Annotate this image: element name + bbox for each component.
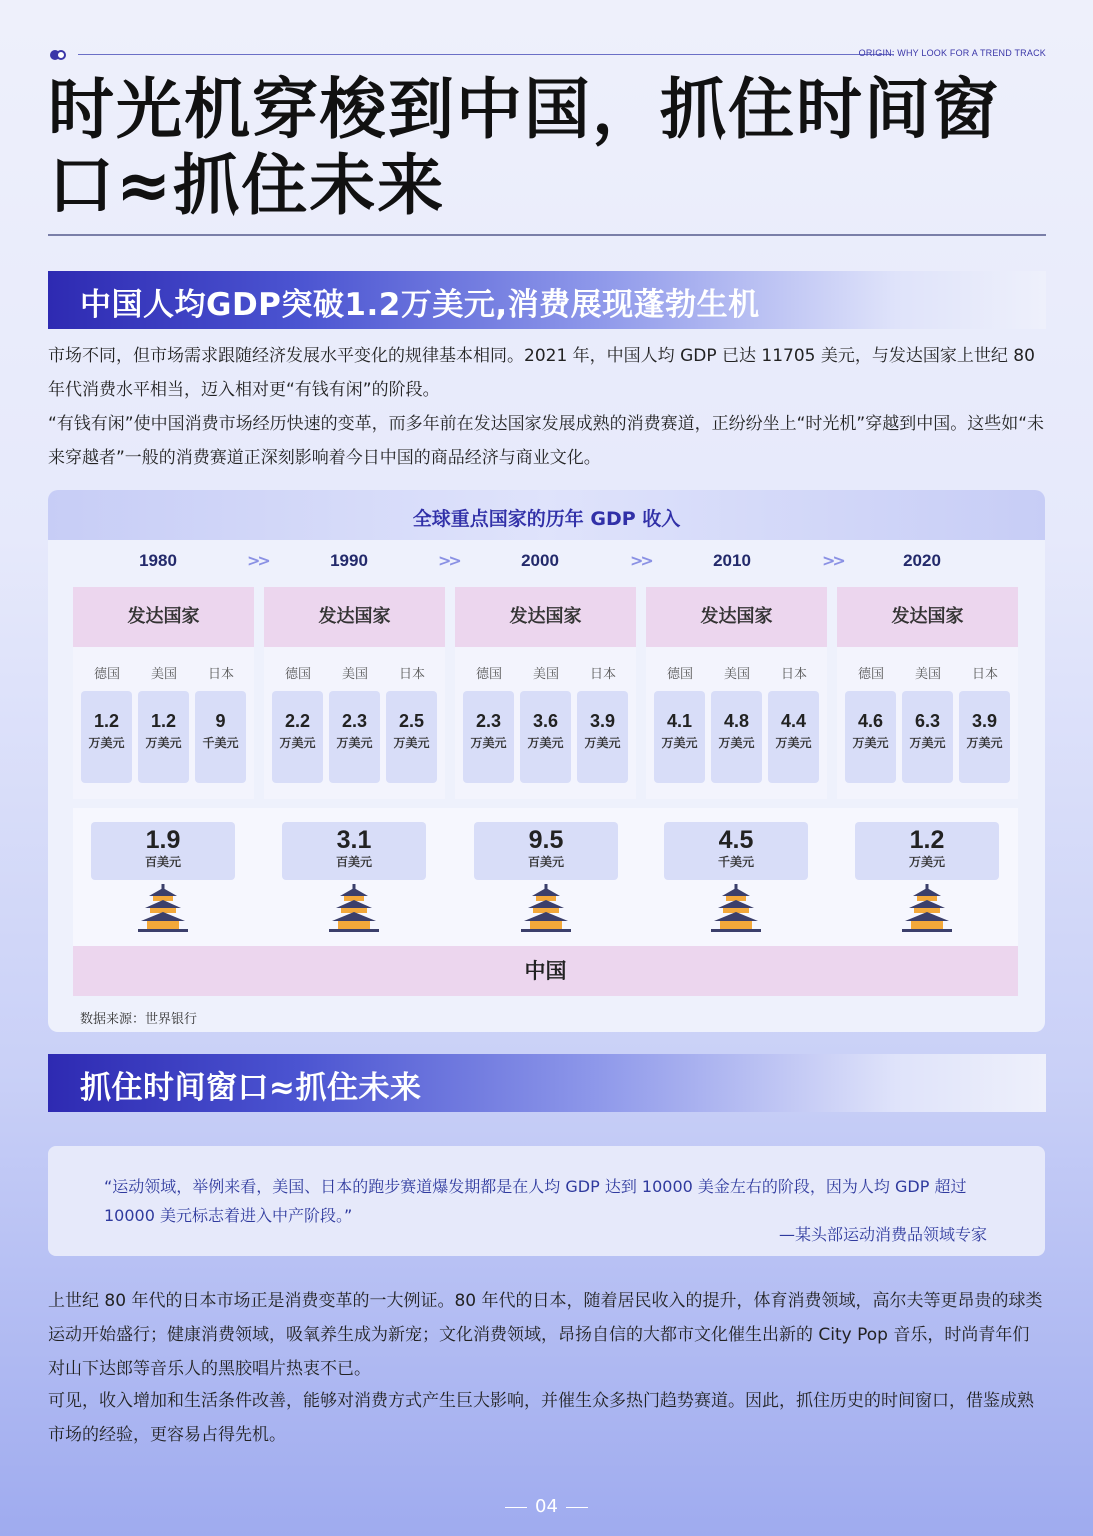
gdp-unit: 万美元 bbox=[279, 736, 316, 750]
paragraph: 市场不同，但市场需求跟随经济发展水平变化的规律基本相同。2021 年，中国人均 GDP 已达 11705 美元，与发达国家上世纪 80 年代消费水平相当，迈入相对更“有钱有闲”的阶段。 bbox=[48, 346, 1035, 400]
year-label: 1990 bbox=[330, 551, 368, 570]
chevron-right-icon: >> bbox=[247, 551, 268, 570]
temple-of-heaven-icon bbox=[901, 884, 953, 934]
temple-of-heaven-icon bbox=[328, 884, 380, 934]
gdp-value-card bbox=[654, 691, 705, 783]
chevron-right-icon: >> bbox=[438, 551, 459, 570]
gdp-unit: 万美元 bbox=[336, 736, 373, 750]
gdp-unit: 万美元 bbox=[527, 736, 564, 750]
developed-column bbox=[264, 587, 445, 799]
gdp-value-card bbox=[272, 691, 323, 783]
gdp-value: 9 bbox=[215, 711, 226, 731]
gdp-value-card bbox=[81, 691, 132, 783]
logo-dots-icon bbox=[50, 50, 70, 60]
page-number-text: 04 bbox=[535, 1496, 558, 1517]
china-gdp-value: 1.2 bbox=[909, 826, 945, 854]
china-value-card bbox=[664, 822, 808, 880]
title-divider bbox=[48, 234, 1046, 236]
group-label: 发达国家 bbox=[646, 587, 827, 647]
gdp-value-card bbox=[902, 691, 953, 783]
page-title bbox=[48, 72, 1048, 224]
gdp-value: 4.4 bbox=[780, 711, 807, 731]
gdp-value-card bbox=[463, 691, 514, 783]
group-label: 发达国家 bbox=[837, 587, 1018, 647]
developed-column bbox=[837, 587, 1018, 799]
country-label: 美国 bbox=[723, 667, 750, 682]
page-title-line1: 时光机穿梭到中国，抓住时间窗 bbox=[48, 71, 1000, 148]
temple-of-heaven-icon bbox=[137, 884, 189, 934]
china-value-card bbox=[91, 822, 235, 880]
chart-header bbox=[48, 490, 1045, 540]
china-value-card bbox=[282, 822, 426, 880]
group-label: 发达国家 bbox=[455, 587, 636, 647]
country-label: 德国 bbox=[857, 667, 884, 682]
gdp-value-card bbox=[386, 691, 437, 783]
china-gdp-unit: 万美元 bbox=[908, 855, 945, 869]
gdp-value-card bbox=[520, 691, 571, 783]
temple-of-heaven-icon bbox=[710, 884, 762, 934]
gdp-unit: 万美元 bbox=[393, 736, 430, 750]
gdp-value: 2.2 bbox=[284, 711, 311, 731]
gdp-value: 2.5 bbox=[398, 711, 425, 731]
page-number bbox=[0, 1496, 1093, 1517]
gdp-value: 3.9 bbox=[971, 711, 998, 731]
country-label: 日本 bbox=[971, 667, 998, 682]
quote-text: “运动领域，举例来看，美国、日本的跑步赛道爆发期都是在人均 GDP 达到 10000 美金左右的阶段，因为人均 GDP 超过 10000 美元标志着进入中产阶段。” bbox=[104, 1177, 967, 1225]
chevron-right-icon: >> bbox=[630, 551, 651, 570]
gdp-unit: 万美元 bbox=[584, 736, 621, 750]
china-gdp-unit: 千美元 bbox=[717, 855, 754, 869]
header-tag: ORIGIN: WHY LOOK FOR A TREND TRACK bbox=[858, 48, 1046, 58]
section-heading-band bbox=[48, 271, 1046, 329]
gdp-value-card bbox=[577, 691, 628, 783]
country-label: 日本 bbox=[398, 667, 425, 682]
gdp-value: 4.8 bbox=[723, 711, 750, 731]
header-rule bbox=[78, 54, 894, 55]
gdp-unit: 万美元 bbox=[852, 736, 889, 750]
country-label: 美国 bbox=[914, 667, 941, 682]
country-label: 美国 bbox=[150, 667, 177, 682]
gdp-value: 3.9 bbox=[589, 711, 616, 731]
country-label: 日本 bbox=[780, 667, 807, 682]
country-label: 美国 bbox=[532, 667, 559, 682]
year-label: 1980 bbox=[139, 551, 177, 570]
gdp-value: 2.3 bbox=[341, 711, 368, 731]
gdp-value: 6.3 bbox=[914, 711, 941, 731]
developed-column bbox=[455, 587, 636, 799]
china-gdp-unit: 百美元 bbox=[335, 855, 372, 869]
gdp-value-card bbox=[195, 691, 246, 783]
gdp-unit: 千美元 bbox=[202, 736, 239, 750]
country-label: 日本 bbox=[207, 667, 234, 682]
group-label: 发达国家 bbox=[264, 587, 445, 647]
paragraph: 上世纪 80 年代的日本市场正是消费变革的一大例证。80 年代的日本，随着居民收入的提升，体育消费领域，高尔夫等更昂贵的球类运动开始盛行；健康消费领域，吸氧养生成为新宠；文化消费领域，昂扬自信的大都市文化催生出新的 City Pop 音乐，时尚青年们对山下达郎等音乐人的黑胶唱片热衷不已。 bbox=[48, 1291, 1043, 1379]
gdp-unit: 万美元 bbox=[775, 736, 812, 750]
group-label: 发达国家 bbox=[73, 587, 254, 647]
page-title-line2: 口≈抓住未来 bbox=[48, 147, 446, 224]
china-gdp-value: 1.9 bbox=[145, 826, 181, 854]
china-gdp-value: 3.1 bbox=[336, 826, 372, 854]
gdp-value-card bbox=[845, 691, 896, 783]
gdp-value-card bbox=[138, 691, 189, 783]
gdp-unit: 万美元 bbox=[145, 736, 182, 750]
china-gdp-value: 4.5 bbox=[718, 826, 754, 854]
gdp-value: 2.3 bbox=[475, 711, 502, 731]
china-label: 中国 bbox=[73, 946, 1018, 996]
developed-column bbox=[73, 587, 254, 799]
country-label: 美国 bbox=[341, 667, 368, 682]
gdp-value-card bbox=[768, 691, 819, 783]
china-value-card bbox=[855, 822, 999, 880]
china-gdp-value: 9.5 bbox=[528, 826, 564, 854]
china-gdp-unit: 百美元 bbox=[144, 855, 181, 869]
section-heading-band bbox=[48, 1054, 1046, 1112]
gdp-unit: 万美元 bbox=[470, 736, 507, 750]
gdp-value: 1.2 bbox=[150, 711, 177, 731]
china-gdp-unit: 百美元 bbox=[527, 855, 564, 869]
country-label: 德国 bbox=[284, 667, 311, 682]
country-label: 日本 bbox=[589, 667, 616, 682]
gdp-value: 3.6 bbox=[532, 711, 559, 731]
data-source: 数据来源：世界银行 bbox=[80, 1012, 198, 1027]
gdp-value-card bbox=[329, 691, 380, 783]
gdp-value-card bbox=[959, 691, 1010, 783]
temple-of-heaven-icon bbox=[520, 884, 572, 934]
paragraph: 可见，收入增加和生活条件改善，能够对消费方式产生巨大影响，并催生众多热门趋势赛道。因此，抓住历史的时间窗口，借鉴成熟市场的经验，更容易占得先机。 bbox=[48, 1391, 1034, 1445]
gdp-unit: 万美元 bbox=[661, 736, 698, 750]
gdp-unit: 万美元 bbox=[966, 736, 1003, 750]
quote-box bbox=[48, 1146, 1045, 1256]
section-heading: 中国人均GDP突破1.2万美元,消费展现蓬勃生机 bbox=[80, 287, 760, 323]
header-bar bbox=[50, 50, 1046, 60]
gdp-value: 4.1 bbox=[666, 711, 693, 731]
year-label: 2020 bbox=[903, 551, 941, 570]
gdp-unit: 万美元 bbox=[88, 736, 125, 750]
country-label: 德国 bbox=[666, 667, 693, 682]
chart-title: 全球重点国家的历年 GDP 收入 bbox=[412, 508, 681, 530]
paragraph: “有钱有闲”使中国消费市场经历快速的变革，而多年前在发达国家发展成熟的消费赛道，正纷纷坐上“时光机”穿越到中国。这些如“未来穿越者”一般的消费赛道正深刻影响着今日中国的商品经济与商业文化。 bbox=[48, 414, 1045, 468]
gdp-unit: 万美元 bbox=[909, 736, 946, 750]
country-label: 德国 bbox=[475, 667, 502, 682]
chevron-right-icon: >> bbox=[822, 551, 843, 570]
quote-author: —某头部运动消费品领域专家 bbox=[778, 1225, 987, 1244]
gdp-value: 4.6 bbox=[857, 711, 884, 731]
year-label: 2010 bbox=[713, 551, 751, 570]
gdp-value-card bbox=[711, 691, 762, 783]
year-label: 2000 bbox=[521, 551, 559, 570]
country-label: 德国 bbox=[93, 667, 120, 682]
gdp-value: 1.2 bbox=[93, 711, 120, 731]
gdp-unit: 万美元 bbox=[718, 736, 755, 750]
section-heading: 抓住时间窗口≈抓住未来 bbox=[80, 1070, 422, 1106]
china-value-card bbox=[474, 822, 618, 880]
developed-column bbox=[646, 587, 827, 799]
